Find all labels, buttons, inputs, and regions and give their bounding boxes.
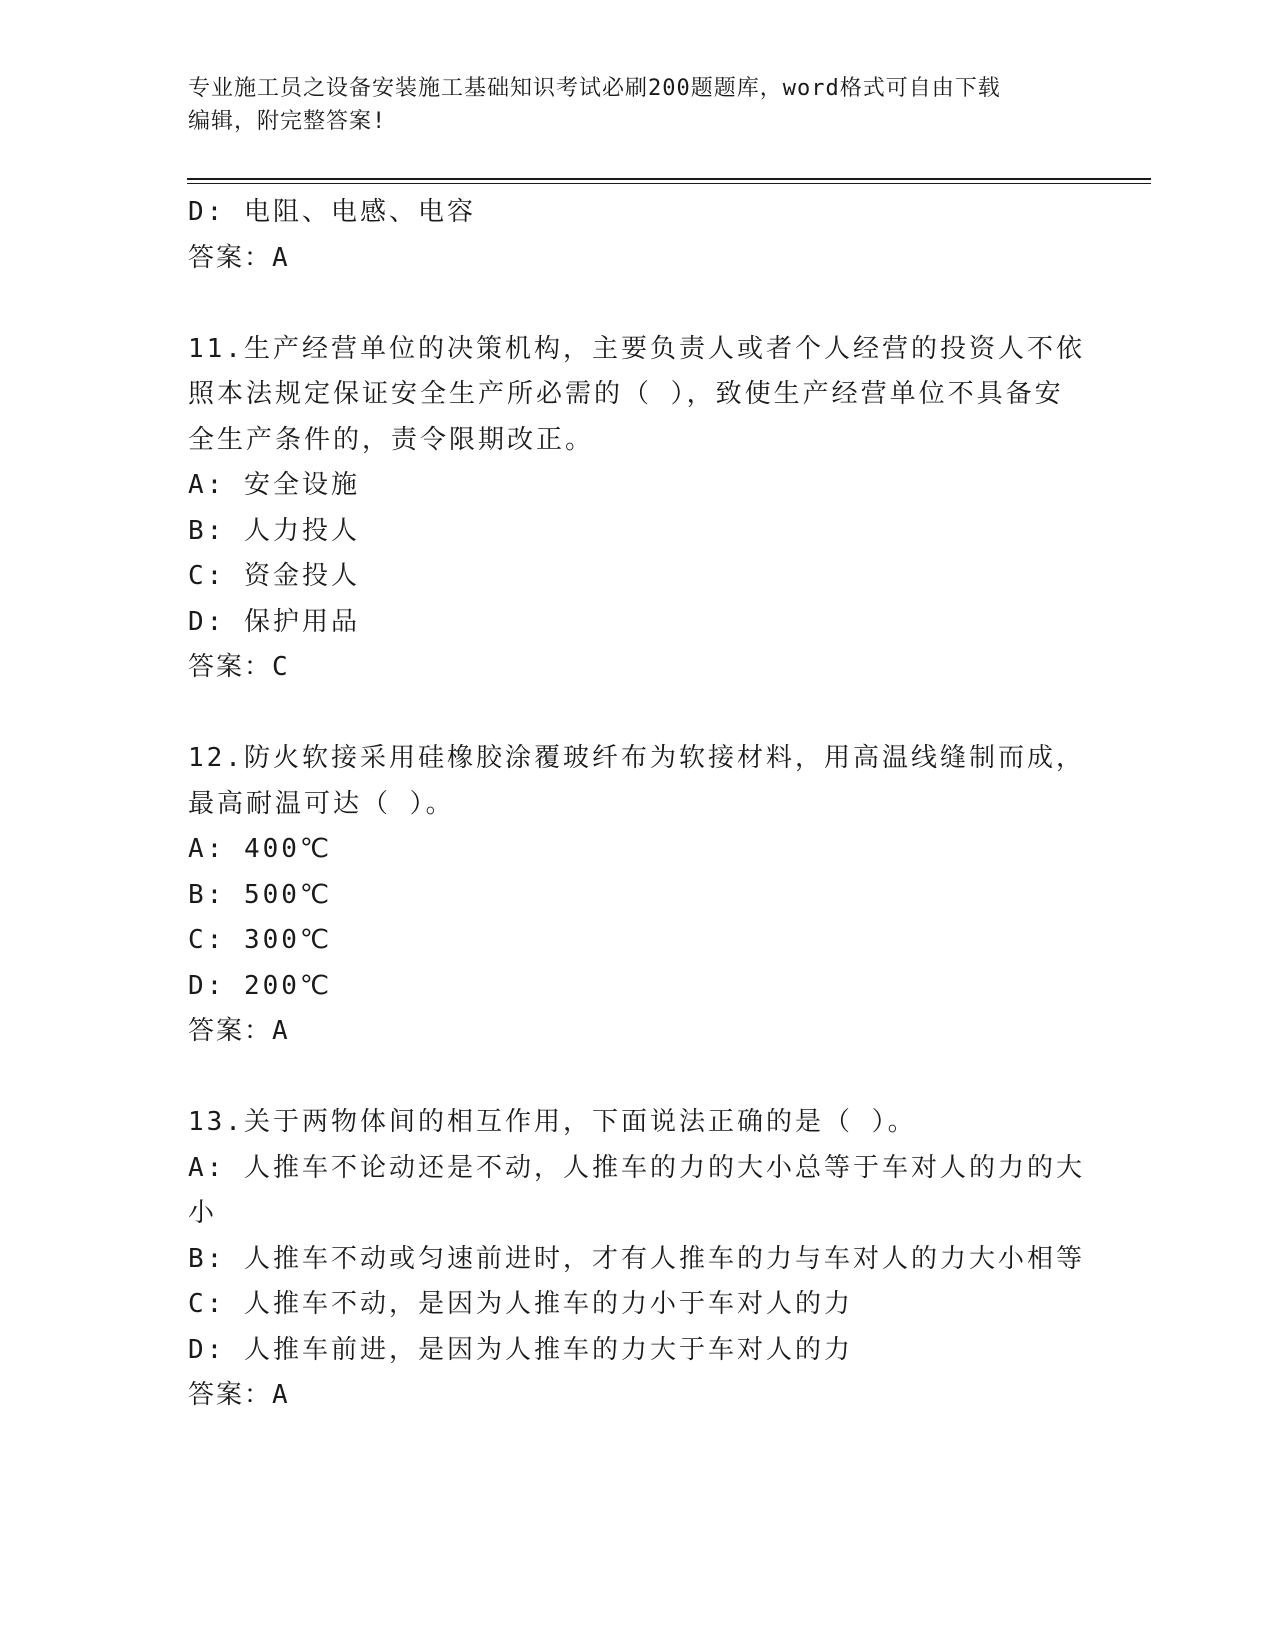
answer-line: 答案：A — [188, 1016, 290, 1046]
question-13 — [188, 1100, 1088, 1419]
answer-line: 答案：C — [188, 652, 290, 682]
option-a: A: 安全设施 — [188, 470, 360, 500]
option-b: B: 人力投人 — [188, 515, 360, 546]
option-d: D: 电阻、电感、电容 — [188, 197, 476, 227]
option-a: A: 人推车不论动还是不动，人推车的力的大小总等于车对人的力的大 — [188, 1152, 1085, 1183]
answer-line: 答案：A — [188, 242, 290, 273]
question-stem: 全生产条件的，责令限期改正。 — [188, 424, 595, 455]
spacer — [188, 691, 1088, 737]
spacer — [188, 281, 1088, 327]
option-b: B: 500℃ — [188, 879, 333, 910]
header-rule-thin — [187, 183, 1151, 184]
option-a-continued: 小 — [188, 1198, 218, 1228]
question-12 — [188, 736, 1088, 1055]
header-line-2: 编辑，附完整答案! — [188, 109, 387, 134]
header-rule-thick — [187, 178, 1151, 180]
question-stem: 最高耐温可达（ ）。 — [188, 788, 455, 819]
option-c: C: 300℃ — [188, 925, 333, 955]
header-line-1: 专业施工员之设备安装施工基础知识考试必刷200题题库，word格式可自由下载 — [188, 76, 1001, 101]
option-c: C: 资金投人 — [188, 561, 360, 591]
spacer — [188, 1055, 1088, 1101]
question-stem: 13.关于两物体间的相互作用，下面说法正确的是（ ）。 — [188, 1107, 917, 1137]
option-d: D: 保护用品 — [188, 606, 360, 637]
option-d: D: 人推车前进，是因为人推车的力大于车对人的力 — [188, 1334, 853, 1365]
previous-question-tail — [188, 190, 1088, 281]
option-a: A: 400℃ — [188, 834, 333, 864]
question-content — [188, 190, 1088, 1419]
option-b: B: 人推车不动或匀速前进时，才有人推车的力与车对人的力大小相等 — [188, 1243, 1085, 1274]
option-c: C: 人推车不动，是因为人推车的力小于车对人的力 — [188, 1289, 853, 1319]
question-stem: 12.防火软接采用硅橡胶涂覆玻纤布为软接材料，用高温线缝制而成， — [188, 743, 1085, 773]
page-header — [188, 72, 1068, 138]
question-stem: 11.生产经营单位的决策机构，主要负责人或者个人经营的投资人不依 — [188, 333, 1085, 364]
question-11 — [188, 327, 1088, 691]
answer-line: 答案：A — [188, 1380, 290, 1410]
question-stem: 照本法规定保证安全生产所必需的（ ），致使生产经营单位不具备安 — [188, 379, 1064, 409]
option-d: D: 200℃ — [188, 970, 333, 1001]
